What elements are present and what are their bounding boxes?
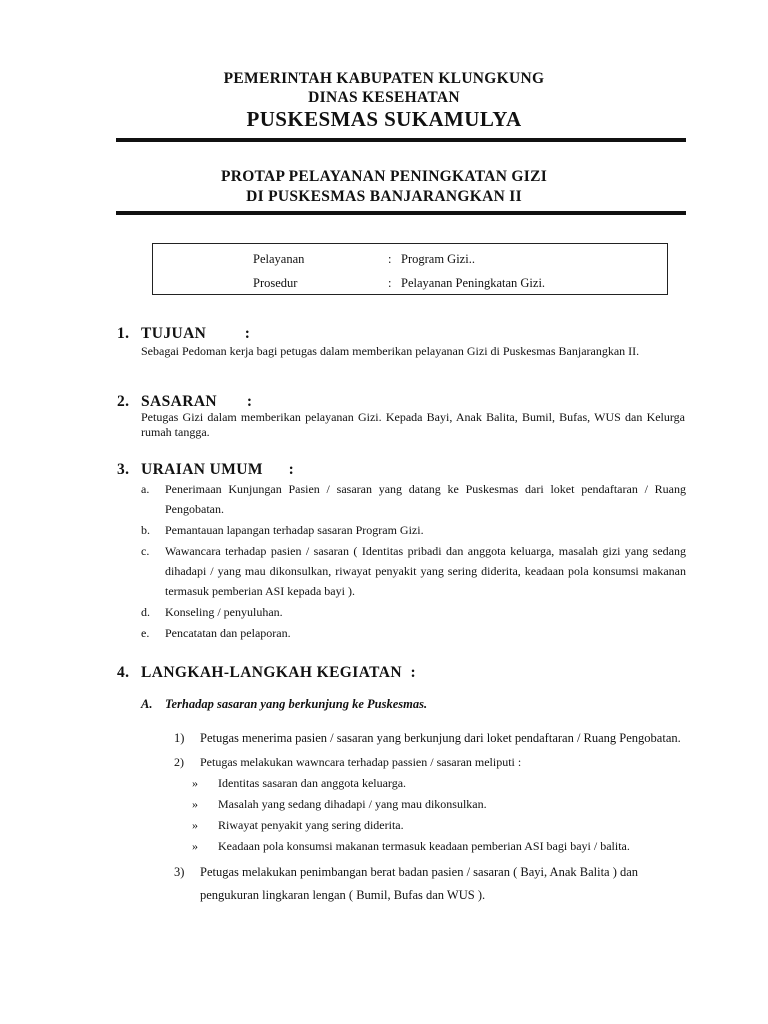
bullet-list [170,773,686,857]
section-number: 3. [117,461,130,478]
step-marker: 2) [174,755,184,769]
section-heading-langkah [117,664,416,682]
section-text-sasaran: Petugas Gizi dalam memberikan pelayanan Gizi. Kepada Bayi, Anak Balita, Bumil, Bufas, WUS dan Kelurga rumah tangga. [141,410,685,439]
subsection-title: Terhadap sasaran yang berkunjung ke Puskesmas. [165,697,428,711]
title-divider [116,211,686,215]
step-text: Petugas melakukan wawncara terhadap passien / sasaran meliputi : [200,755,522,769]
bullet-text: Identitas sasaran dan anggota keluarga. [218,776,407,790]
section-heading-sasaran [117,393,253,411]
info-label: Pelayanan [253,252,305,266]
section-title: LANGKAH-LANGKAH KEGIATAN : [141,664,417,681]
list-marker: e. [141,626,150,640]
section-number: 4. [117,664,130,681]
subsection-heading [141,697,427,712]
bullet-text: Riwayat penyakit yang sering diderita. [218,818,404,832]
bullet-item [170,773,686,794]
list-marker: b. [141,523,150,537]
bullet-item [170,836,686,857]
list-item [141,623,686,643]
section-number: 2. [117,393,130,410]
info-colon: : [388,276,392,290]
list-marker: d. [141,605,150,619]
list-item-text: Pemantauan lapangan terhadap sasaran Program Gizi. [165,523,424,537]
step-marker: 1) [174,731,185,745]
step-text: Petugas melakukan penimbangan berat badan pasien / sasaran ( Bayi, Anak Balita ) dan pengukuran lingkaran lengan ( Bumil, Bufas dan WUS ). [200,865,639,902]
list-item [141,602,686,622]
list-marker: a. [141,482,150,496]
bullet-text: Keadaan pola konsumsi makanan termasuk keadaan pemberian ASI bagi bayi / balita. [218,839,630,853]
info-colon: : [388,252,392,266]
step-marker: 3) [174,865,185,879]
document-title: PROTAP PELAYANAN PENINGKATAN GIZI [220,168,548,185]
list-item-text: Wawancara terhadap pasien / sasaran ( Identitas pribadi dan anggota keluarga, masalah gizi yang sedang dihadapi / yang mau dikonsulkan, riwayat penyakit yang sering diderita, keadaan pola konsumsi makanan termasuk pemberian ASI kepada bayi ). [165,544,686,598]
section-heading-tujuan [117,325,250,343]
document-subtitle: DI PUSKESMAS BANJARANGKAN II [246,188,522,205]
step-item [174,861,686,907]
bullet-text: Masalah yang sedang dihadapi / yang mau dikonsulkan. [218,797,487,811]
section-text-tujuan: Sebagai Pedoman kerja bagi petugas dalam memberikan pelayanan Gizi di Puskesmas Banjarangkan II. [141,344,640,358]
bullet-marker: » [192,776,198,790]
section-title: SASARAN : [141,393,253,410]
step-item [174,727,686,750]
subsection-marker: A. [141,697,153,711]
list-item [141,541,686,601]
section-heading-uraian [117,461,294,479]
info-label: Prosedur [253,276,298,290]
bullet-marker: » [192,797,198,811]
info-row-service [153,252,667,268]
uraian-list [141,479,686,643]
bullet-marker: » [192,818,198,832]
step-item [174,752,686,773]
info-row-procedure [153,276,667,292]
bullet-item [170,794,686,815]
list-item [141,479,686,519]
steps-list [174,727,686,907]
list-item-text: Pencatatan dan pelaporan. [165,626,291,640]
header-divider [116,138,686,142]
list-item-text: Konseling / penyuluhan. [165,605,283,619]
section-number: 1. [117,325,130,342]
bullet-marker: » [192,839,198,853]
section-title: URAIAN UMUM : [141,461,295,478]
facility-name: PUSKESMAS SUKAMULYA [246,107,522,131]
list-item-text: Penerimaan Kunjungan Pasien / sasaran yang datang ke Puskesmas dari loket pendaftaran / Ruang Pengobatan. [165,482,686,516]
info-value: Pelayanan Peningkatan Gizi. [401,276,546,290]
section-title: TUJUAN : [141,325,251,342]
step-text: Petugas menerima pasien / sasaran yang berkunjung dari loket pendaftaran / Ruang Pengobatan. [200,731,681,745]
service-info-box [152,243,668,295]
agency-name: PEMERINTAH KABUPATEN KLUNGKUNG [223,70,545,87]
info-value: Program Gizi.. [401,252,475,266]
bullet-item [170,815,686,836]
department-name: DINAS KESEHATAN [308,89,460,106]
list-item [141,520,686,540]
list-marker: c. [141,544,150,558]
